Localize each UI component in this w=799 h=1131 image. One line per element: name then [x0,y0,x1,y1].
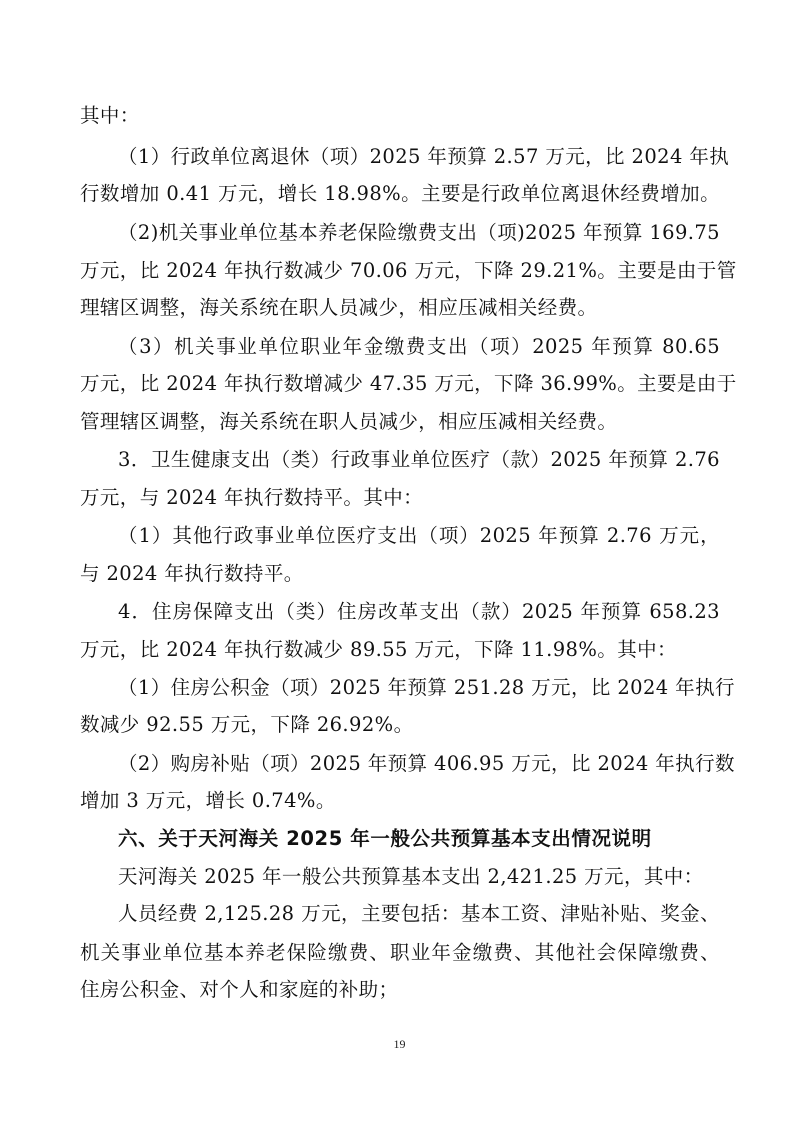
text-line: 增加 3 万元，增长 0.74%。 [80,789,336,812]
text-line: 行数增加 0.41 万元，增长 18.98%。主要是行政单位离退休经费增加。 [80,182,720,205]
text-line: （2)机关事业单位基本养老保险缴费支出（项)2025 年预算 169.75 [118,221,720,244]
text-line: 与 2024 年执行数持平。 [80,562,304,585]
text-line: 管理辖区调整，海关系统在职人员减少，相应压减相关经费。 [80,410,618,433]
section-heading: 六、关于天河海关 2025 年一般公共预算基本支出情况说明 [118,827,652,850]
text-line: （1）行政单位离退休（项）2025 年预算 2.57 万元，比 2024 年执 [118,145,730,168]
text-line: 理辖区调整，海关系统在职人员减少，相应压减相关经费。 [80,296,598,319]
text-line: 天河海关 2025 年一般公共预算基本支出 2,421.25 万元，其中： [118,865,704,888]
text-line: （3）机关事业单位职业年金缴费支出（项）2025 年预算 80.65 [118,335,720,358]
text-line: 4．住房保障支出（类）住房改革支出（款）2025 年预算 658.23 [118,600,720,623]
text-line: 人员经费 2,125.28 万元，主要包括：基本工资、津贴补贴、奖金、 [118,902,720,925]
text-line: 万元，比 2024 年执行数增减少 47.35 万元，下降 36.99%。主要是由于 [80,372,737,395]
page-number: 19 [393,1037,406,1051]
text-line: （1）住房公积金（项）2025 年预算 251.28 万元，比 2024 年执行 [118,676,735,699]
text-line: 3．卫生健康支出（类）行政事业单位医疗（款）2025 年预算 2.76 [118,448,720,471]
text-line: 机关事业单位基本养老保险缴费、职业年金缴费、其他社会保障缴费、 [80,941,720,964]
text-line: 住房公积金、对个人和家庭的补助； [80,978,399,1001]
text-line: （2）购房补贴（项）2025 年预算 406.95 万元，比 2024 年执行数 [118,752,735,775]
text-line: 万元，比 2024 年执行数减少 89.55 万元，下降 11.98%。其中： [80,638,677,661]
text-line: （1）其他行政事业单位医疗支出（项）2025 年预算 2.76 万元， [118,524,720,547]
text-line: 万元，比 2024 年执行数减少 70.06 万元，下降 29.21%。主要是由于管 [80,259,737,282]
text-line: 其中： [80,104,140,127]
text-line: 数减少 92.55 万元，下降 26.92%。 [80,713,414,736]
text-line: 万元，与 2024 年执行数持平。其中： [80,486,424,509]
